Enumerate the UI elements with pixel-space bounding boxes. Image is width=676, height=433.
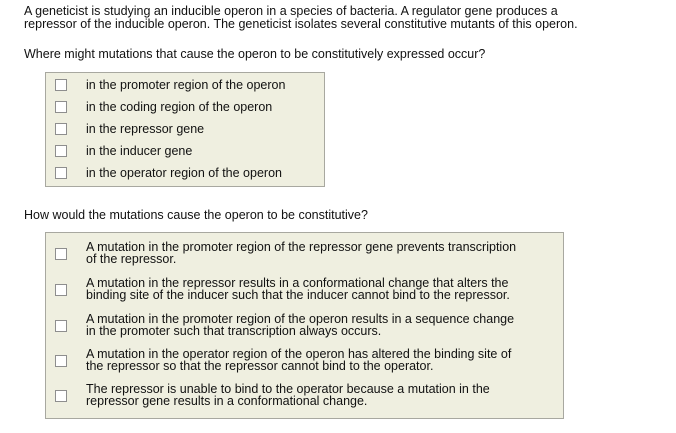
checkbox[interactable]	[55, 284, 67, 296]
checkbox[interactable]	[55, 355, 67, 367]
option-label: in the coding region of the operon	[86, 100, 273, 114]
option-label: in the repressor gene	[86, 122, 205, 136]
checkbox[interactable]	[55, 101, 67, 113]
q2-option-promoter-repressor[interactable]	[46, 241, 563, 267]
option-label-line: in the promoter such that transcription always occurs.	[86, 324, 382, 338]
option-label: in the inducer gene	[86, 144, 193, 158]
q1-option-operator-region[interactable]	[46, 167, 324, 183]
option-label	[86, 348, 555, 372]
checkbox[interactable]	[55, 390, 67, 402]
q1-option-repressor-gene[interactable]	[46, 123, 324, 139]
option-label: in the promoter region of the operon	[86, 78, 286, 92]
option-label-line: A mutation in the operator region of the operon has altered the binding site of	[86, 347, 512, 361]
question-1-options	[45, 72, 325, 187]
checkbox[interactable]	[55, 320, 67, 332]
q2-option-repressor-conformation-inducer[interactable]	[46, 277, 563, 303]
checkbox[interactable]	[55, 145, 67, 157]
q2-option-repressor-cannot-bind[interactable]	[46, 383, 563, 409]
question-2-prompt: How would the mutations cause the operon to be constitutive?	[24, 208, 368, 222]
option-label	[86, 241, 555, 265]
checkbox[interactable]	[55, 248, 67, 260]
checkbox[interactable]	[55, 123, 67, 135]
q2-option-operator-binding-site[interactable]	[46, 348, 563, 374]
option-label: in the operator region of the operon	[86, 166, 282, 180]
q1-option-promoter-region[interactable]	[46, 79, 324, 95]
option-label	[86, 383, 555, 407]
question-1-prompt: Where might mutations that cause the operon to be constitutively expressed occur?	[24, 47, 486, 61]
checkbox[interactable]	[55, 167, 67, 179]
option-label-line: of the repressor.	[86, 252, 177, 266]
q1-option-coding-region[interactable]	[46, 101, 324, 117]
question-2-options	[45, 232, 564, 419]
intro-line: A geneticist is studying an inducible operon in a species of bacteria. A regulator gene produces a	[24, 4, 558, 18]
option-label-line: The repressor is unable to bind to the operator because a mutation in the	[86, 382, 490, 396]
checkbox[interactable]	[55, 79, 67, 91]
option-label-line: A mutation in the repressor results in a conformational change that alters the	[86, 276, 509, 290]
intro-line: repressor of the inducible operon. The geneticist isolates several constitutive mutants of this operon.	[24, 17, 578, 31]
option-label	[86, 277, 555, 301]
q2-option-operon-promoter[interactable]	[46, 313, 563, 339]
option-label-line: repressor gene results in a conformational change.	[86, 394, 368, 408]
option-label-line: binding site of the inducer such that the inducer cannot bind to the repressor.	[86, 288, 510, 302]
option-label-line: A mutation in the promoter region of the repressor gene prevents transcription	[86, 240, 517, 254]
problem-intro	[24, 5, 664, 31]
q1-option-inducer-gene[interactable]	[46, 145, 324, 161]
option-label-line: the repressor so that the repressor cannot bind to the operator.	[86, 359, 434, 373]
option-label-line: A mutation in the promoter region of the operon results in a sequence change	[86, 312, 515, 326]
option-label	[86, 313, 555, 337]
